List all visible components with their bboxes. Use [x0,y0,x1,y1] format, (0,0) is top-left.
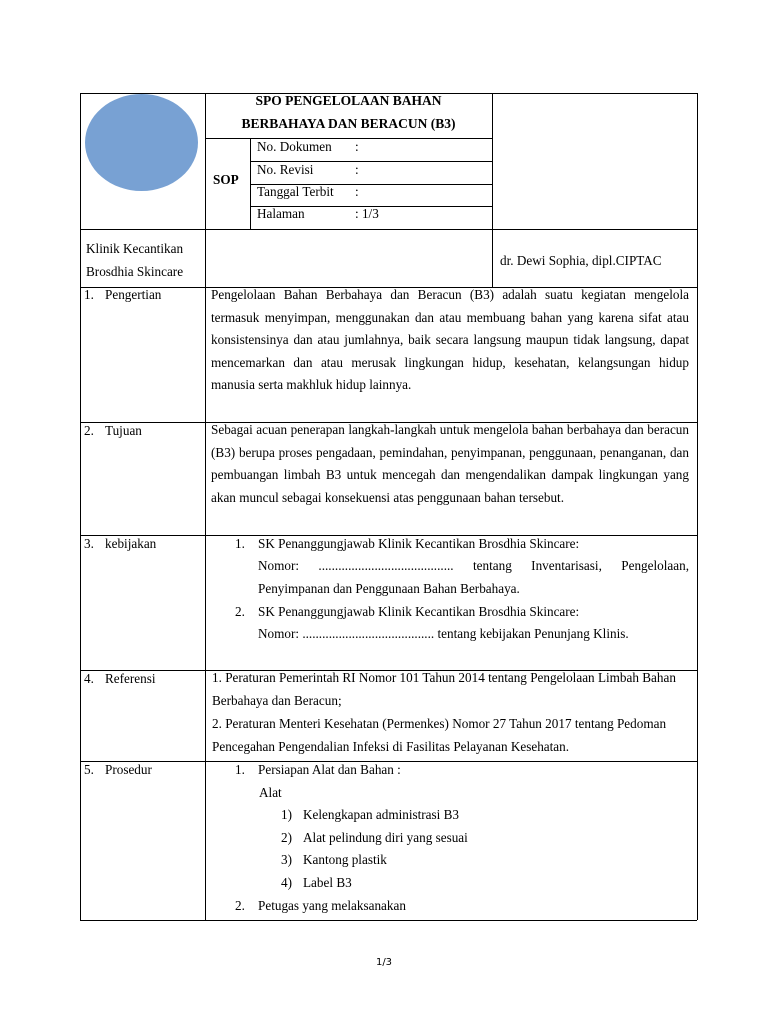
section-number-kebijakan: 3. [84,536,94,551]
clinic-name-line2: Brosdhia Skincare [86,264,184,279]
alat-item-2-text: Alat pelindung diri yang sesuai [303,830,468,845]
kebijakan-item-2-number: 2. [235,604,245,619]
section-label-tujuan: Tujuan [105,423,142,438]
kebijakan-item-1-text: Nomor: ......................................... tentang Inventarisasi, Pengelolaan, Penyimpanan dan Penggunaan Bahan Berbahaya. [258,558,689,596]
field-no-dokumen-value: : [355,139,359,154]
field-tanggal-terbit-value: : [355,184,359,199]
tujuan-text: Sebagai acuan penerapan langkah-langkah untuk mengelola bahan berbahaya dan beracun (B3) berupa proses pengadaan, pemindahan, penyimpanan, penggunaan, penanganan, dan pembuangan limbah B3 untuk mencegah dan mengendalikan dampak lingkungan yang akan muncul sebagai konsekuensi atas penggunaan bahan tersebut. [211,422,689,505]
kebijakan-item-1-number: 1. [235,536,245,551]
prosedur-step-2-number: 2. [235,898,245,913]
kebijakan-item-1-title: SK Penanggungjawab Klinik Kecantikan Brosdhia Skincare: [258,536,580,551]
field-halaman-label: Halaman [257,206,305,221]
section-label-pengertian: Pengertian [105,287,162,302]
section-label-kebijakan: kebijakan [105,536,157,551]
kebijakan-item-2-title: SK Penanggungjawab Klinik Kecantikan Brosdhia Skincare: [258,604,580,619]
pengertian-text: Pengelolaan Bahan Berbahaya dan Beracun (B3) adalah suatu kegiatan mengelola termasuk menyimpan, menggunakan dan atau membuang bahan yang karena sifat atau konsistensinya dan atau jumlahnya, baik secara langsung maupun tidak langsung, dapat mencemarkan dan atau merusak lingkungan hidup, kesehatan, kelangsungan hidup manusia serta makhluk hidup lainnya. [211,287,689,393]
prosedur-step-1-number: 1. [235,762,245,777]
section-label-prosedur: Prosedur [105,762,152,777]
alat-item-4-text: Label B3 [303,875,352,890]
section-number-pengertian: 1. [84,287,94,302]
sop-label: SOP [213,172,239,187]
field-tanggal-terbit-label: Tanggal Terbit [257,184,334,199]
section-number-prosedur: 5. [84,762,94,777]
section-number-tujuan: 2. [84,423,94,438]
field-no-revisi-value: : [355,162,359,177]
document-title-line1: SPO PENGELOLAAN BAHAN [255,93,442,108]
signatory-name: dr. Dewi Sophia, dipl.CIPTAC [500,253,662,268]
alat-item-2-number: 2) [281,830,292,845]
page-number: 1/3 [375,957,393,968]
clinic-logo [85,94,198,191]
document-title-line2: BERBAHAYA DAN BERACUN (B3) [241,116,456,131]
alat-item-1-number: 1) [281,807,292,822]
clinic-name-line1: Klinik Kecantikan [86,241,184,256]
field-no-dokumen-label: No. Dokumen [257,139,332,154]
alat-item-1-text: Kelengkapan administrasi B3 [303,807,460,822]
kebijakan-item-2-text: Nomor: ........................................ tentang kebijakan Penunjang Klinis. [258,626,629,641]
alat-item-3-number: 3) [281,852,292,867]
field-halaman-value: : 1/3 [355,206,379,221]
prosedur-step-2-text: Petugas yang melaksanakan [258,898,406,913]
alat-item-4-number: 4) [281,875,292,890]
section-label-referensi: Referensi [105,671,156,686]
alat-item-3-text: Kantong plastik [303,852,387,867]
section-number-referensi: 4. [84,671,94,686]
prosedur-alat-heading: Alat [259,785,282,800]
referensi-item-2: 2. Peraturan Menteri Kesehatan (Permenkes) Nomor 27 Tahun 2017 tentang Pedoman Pencegahan Pengendalian Infeksi di Fasilitas Pelayanan Kesehatan. [212,716,667,754]
prosedur-step-1-text: Persiapan Alat dan Bahan : [258,762,401,777]
field-no-revisi-label: No. Revisi [257,162,314,177]
referensi-item-1: 1. Peraturan Pemerintah RI Nomor 101 Tahun 2014 tentang Pengelolaan Limbah Bahan Berbahaya dan Beracun; [212,670,676,708]
